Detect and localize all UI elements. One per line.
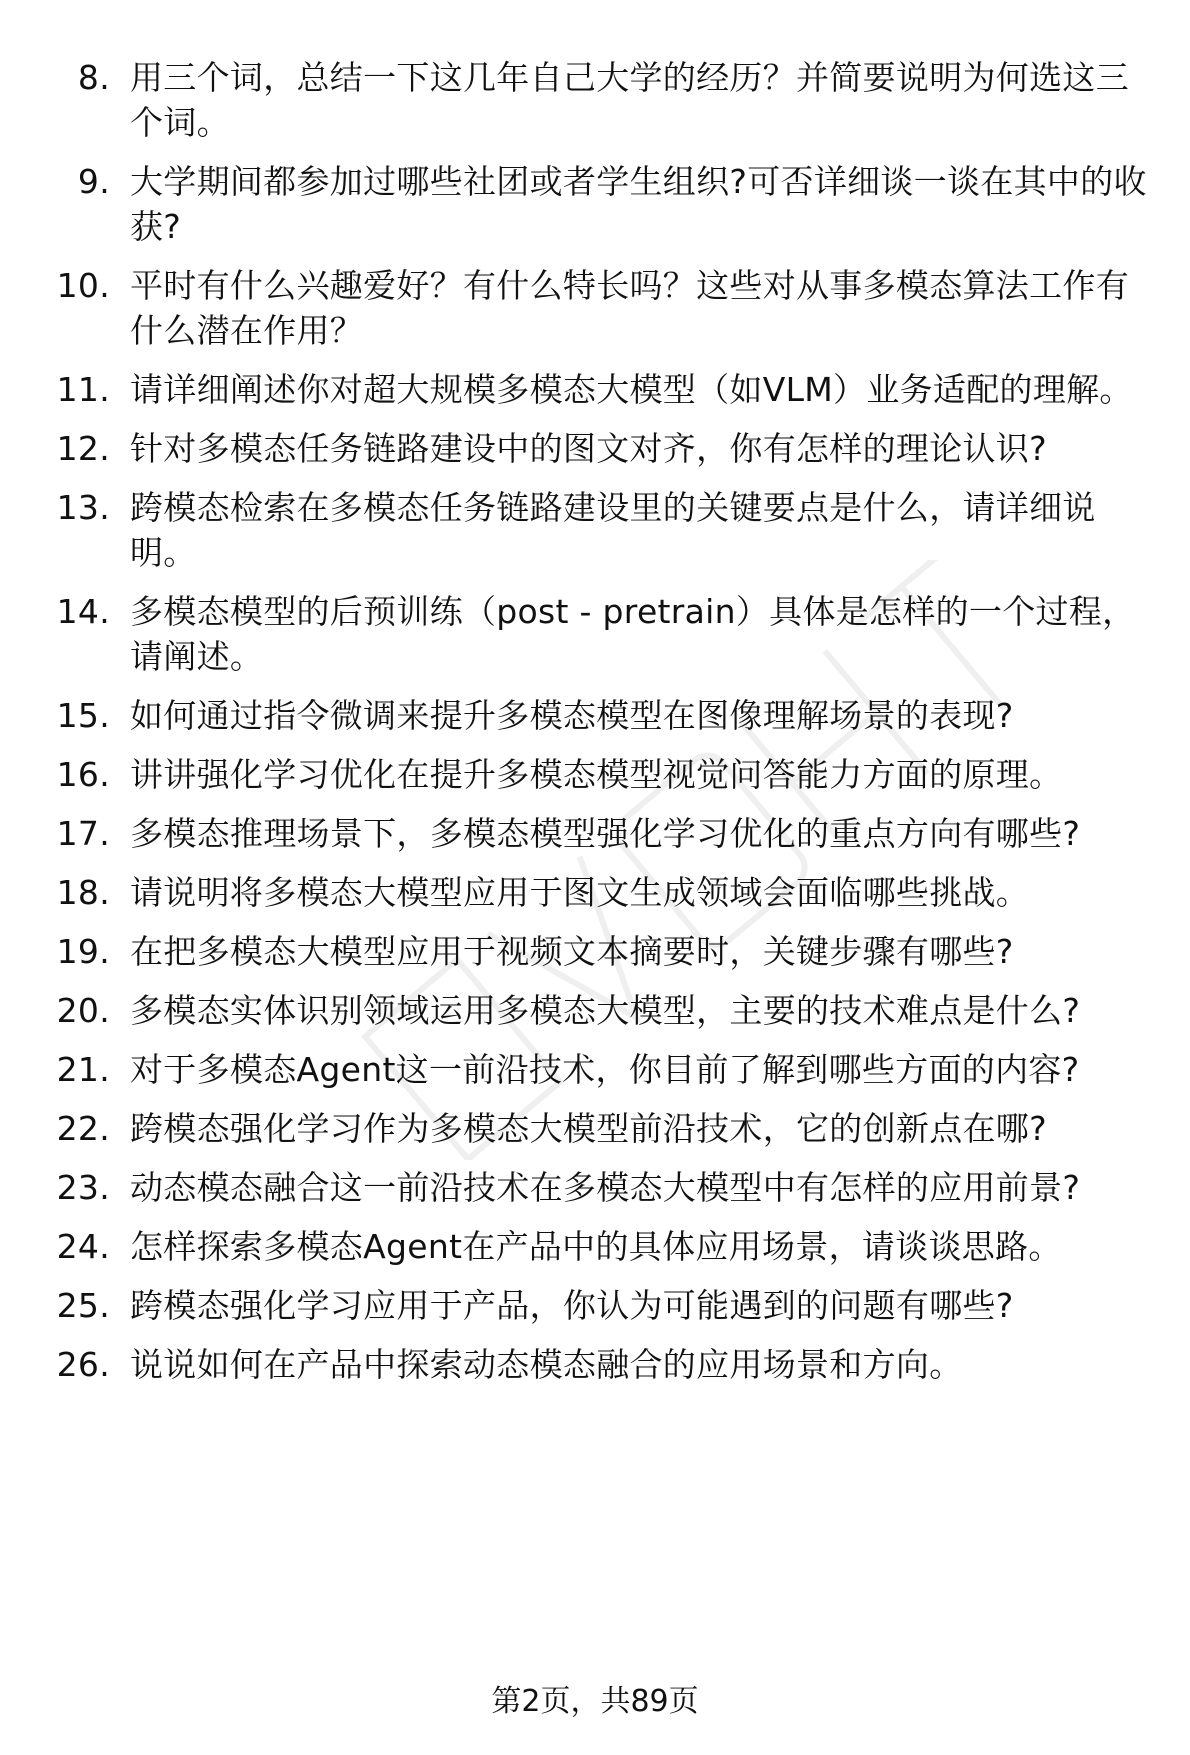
question-item bbox=[0, 1106, 1190, 1151]
question-number: 24. bbox=[56, 1227, 110, 1266]
question-text: 多模态实体识别领域运用多模态大模型，主要的技术难点是什么? bbox=[130, 991, 1081, 1030]
question-number: 10. bbox=[56, 266, 110, 305]
question-text: 说说如何在产品中探索动态模态融合的应用场景和方向。 bbox=[130, 1345, 963, 1384]
question-item bbox=[0, 870, 1190, 915]
question-text: 大学期间都参加过哪些社团或者学生组织?可否详细谈一谈在其中的收获? bbox=[130, 162, 1147, 246]
question-text: 针对多模态任务链路建设中的图文对齐，你有怎样的理论认识? bbox=[130, 429, 1047, 468]
question-item bbox=[0, 811, 1190, 856]
question-text: 多模态模型的后预训练（post - pretrain）具体是怎样的一个过程，请阐述。 bbox=[130, 592, 1136, 676]
question-number: 20. bbox=[56, 991, 110, 1030]
question-text: 怎样探索多模态Agent在产品中的具体应用场景，请谈谈思路。 bbox=[130, 1227, 1062, 1266]
question-item bbox=[0, 693, 1190, 738]
question-text: 请详细阐述你对超大规模多模态大模型（如VLM）业务适配的理解。 bbox=[130, 370, 1133, 409]
question-text: 平时有什么兴趣爱好？有什么特长吗？这些对从事多模态算法工作有什么潜在作用？ bbox=[130, 266, 1129, 350]
question-text: 如何通过指令微调来提升多模态模型在图像理解场景的表现? bbox=[130, 696, 1014, 735]
question-text: 多模态推理场景下，多模态模型强化学习优化的重点方向有哪些? bbox=[130, 814, 1081, 853]
question-number: 25. bbox=[56, 1286, 110, 1325]
question-number: 13. bbox=[56, 488, 110, 527]
question-text: 请说明将多模态大模型应用于图文生成领域会面临哪些挑战。 bbox=[130, 873, 1030, 912]
question-item bbox=[0, 159, 1190, 249]
question-text: 跨模态强化学习应用于产品，你认为可能遇到的问题有哪些? bbox=[130, 1286, 1014, 1325]
question-item bbox=[0, 263, 1190, 353]
question-number: 8. bbox=[77, 58, 110, 97]
question-item bbox=[0, 752, 1190, 797]
question-item bbox=[0, 1224, 1190, 1269]
question-text: 对于多模态Agent这一前沿技术，你目前了解到哪些方面的内容? bbox=[130, 1050, 1080, 1089]
question-item bbox=[0, 1342, 1190, 1387]
question-item bbox=[0, 988, 1190, 1033]
question-item bbox=[0, 589, 1190, 679]
question-number: 9. bbox=[77, 162, 110, 201]
question-item bbox=[0, 1283, 1190, 1328]
question-number: 18. bbox=[56, 873, 110, 912]
question-text: 用三个词，总结一下这几年自己大学的经历？并简要说明为何选这三个词。 bbox=[130, 58, 1129, 142]
question-number: 22. bbox=[56, 1109, 110, 1148]
question-number: 15. bbox=[56, 696, 110, 735]
question-number: 12. bbox=[56, 429, 110, 468]
question-text: 讲讲强化学习优化在提升多模态模型视觉问答能力方面的原理。 bbox=[130, 755, 1063, 794]
question-number: 16. bbox=[56, 755, 110, 794]
question-item bbox=[0, 426, 1190, 471]
question-text: 跨模态强化学习作为多模态大模型前沿技术，它的创新点在哪? bbox=[130, 1109, 1047, 1148]
question-item bbox=[0, 485, 1190, 575]
question-item bbox=[0, 1047, 1190, 1092]
question-number: 26. bbox=[56, 1345, 110, 1384]
question-text: 跨模态检索在多模态任务链路建设里的关键要点是什么，请详细说明。 bbox=[130, 488, 1096, 572]
question-item bbox=[0, 55, 1190, 145]
question-text: 在把多模态大模型应用于视频文本摘要时，关键步骤有哪些? bbox=[130, 932, 1014, 971]
question-number: 21. bbox=[56, 1050, 110, 1089]
question-number: 14. bbox=[56, 592, 110, 631]
question-number: 17. bbox=[56, 814, 110, 853]
question-number: 19. bbox=[56, 932, 110, 971]
question-text: 动态模态融合这一前沿技术在多模态大模型中有怎样的应用前景? bbox=[130, 1168, 1081, 1207]
question-list bbox=[0, 55, 1190, 1401]
question-item bbox=[0, 367, 1190, 412]
question-number: 23. bbox=[56, 1168, 110, 1207]
question-item bbox=[0, 1165, 1190, 1210]
page-footer: 第2页，共89页 bbox=[491, 1684, 699, 1719]
question-item bbox=[0, 929, 1190, 974]
question-number: 11. bbox=[56, 370, 110, 409]
